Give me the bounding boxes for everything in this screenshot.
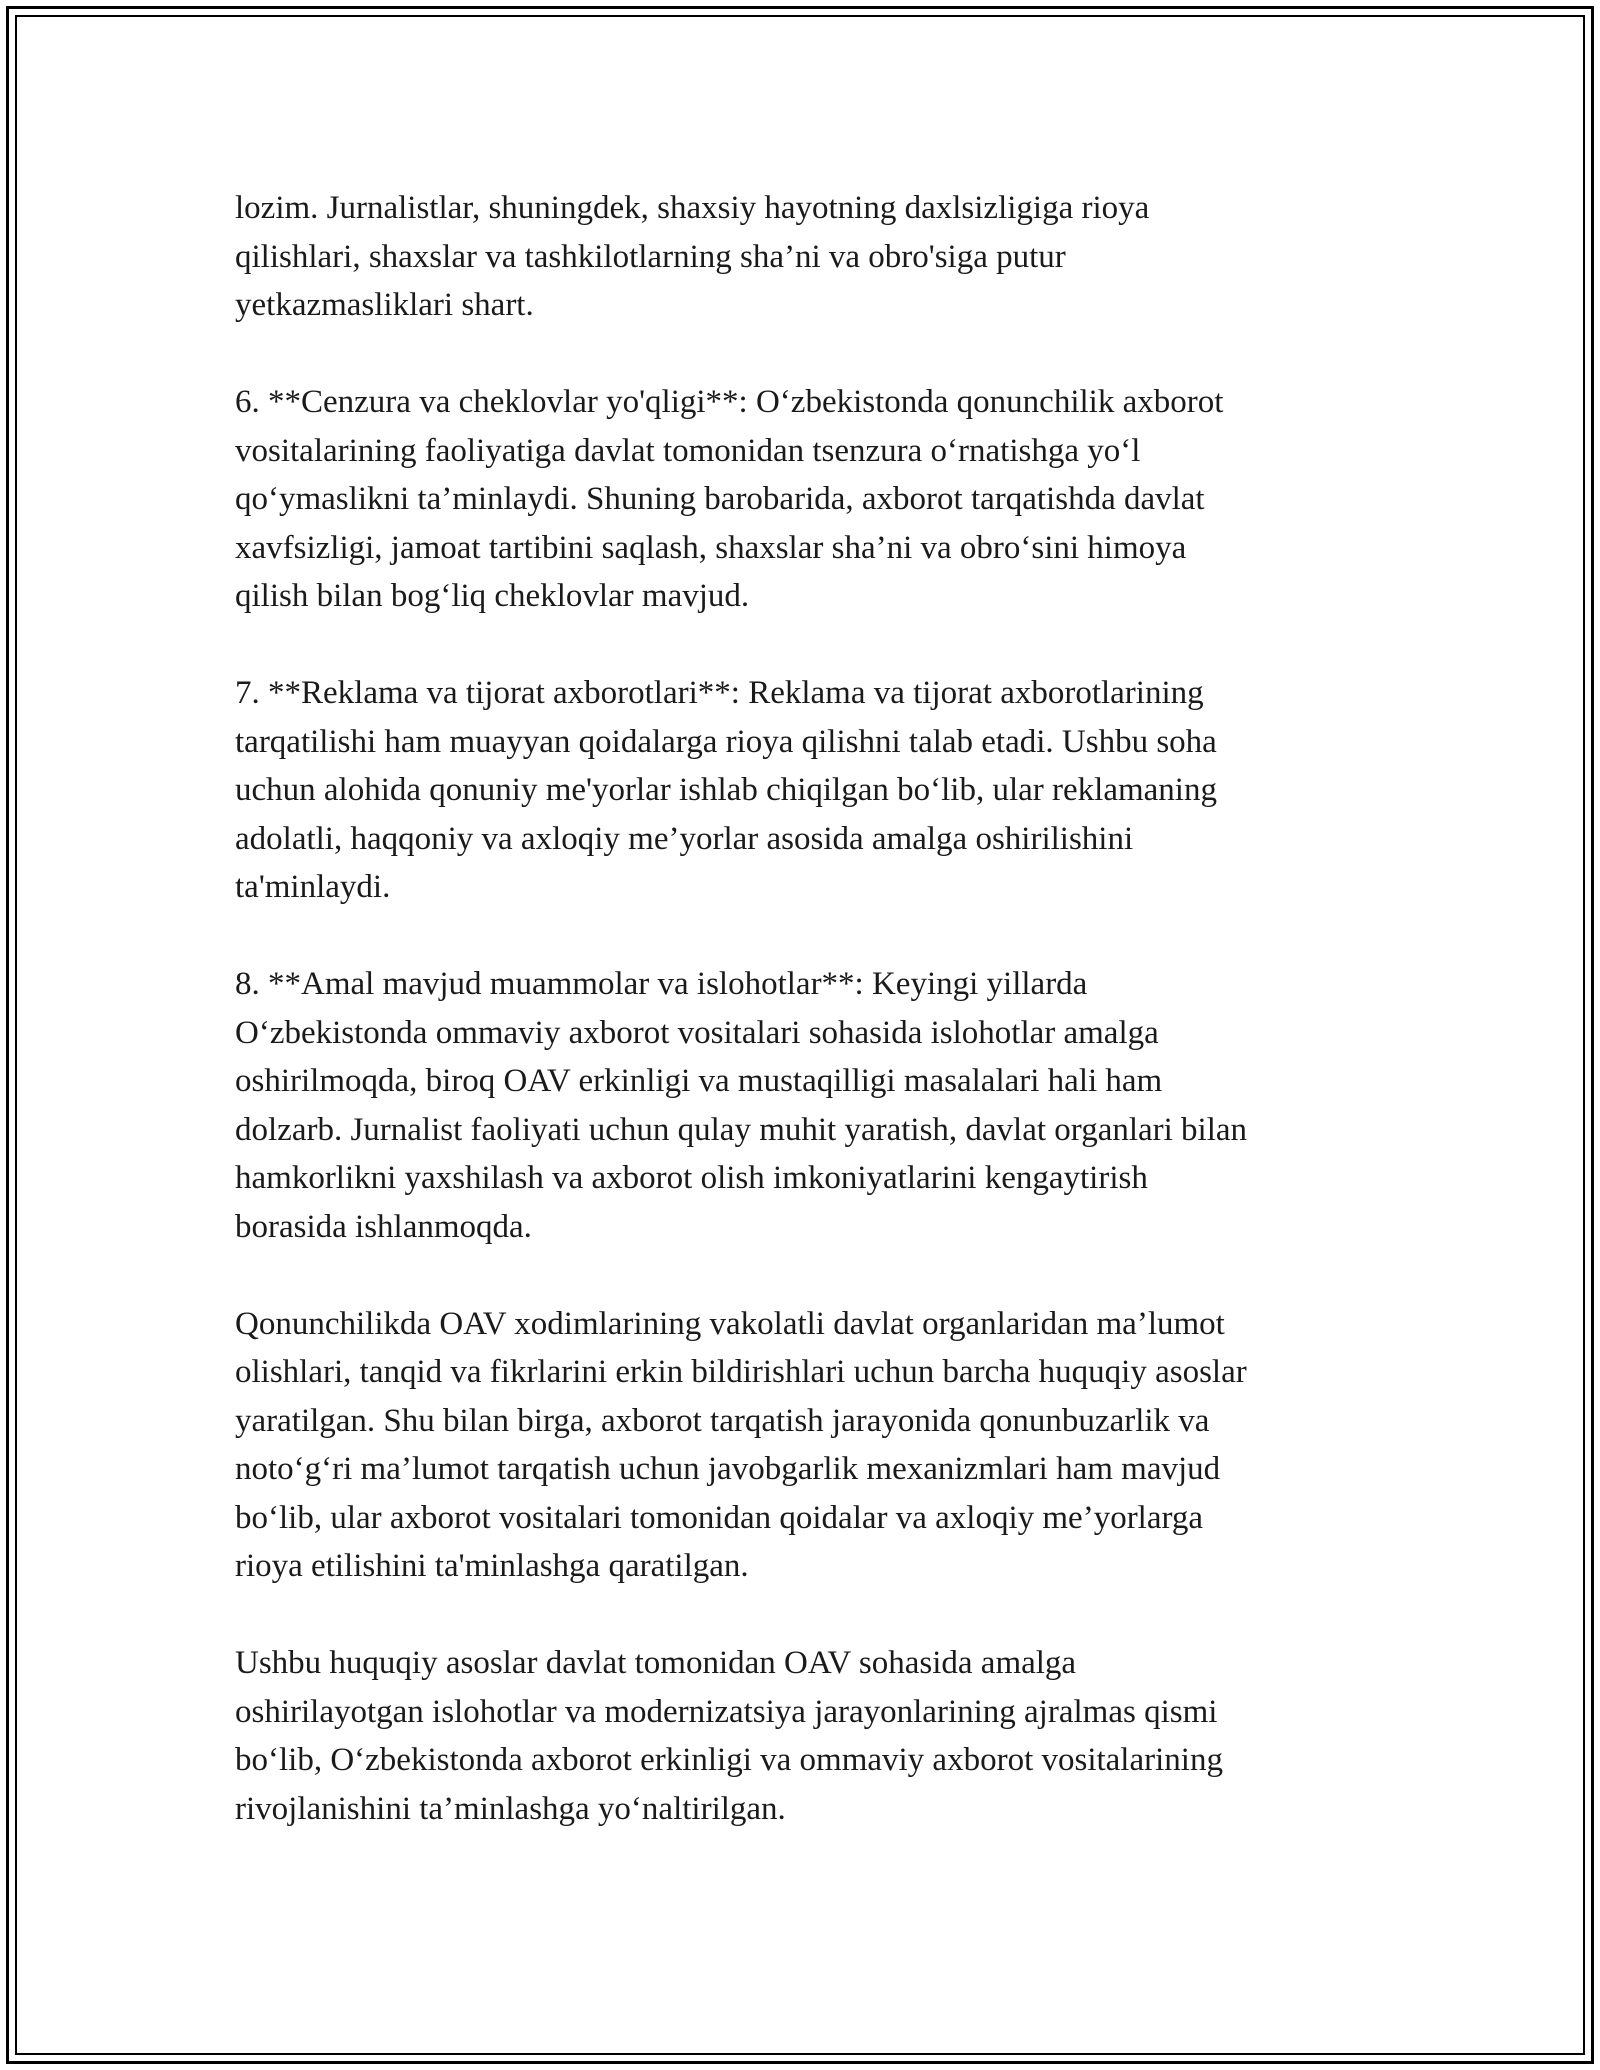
paragraph-item-8-problems-reforms: 8. **Amal mavjud muammolar va islohotlar**: Keyingi yillarda O‘zbekistonda ommaviy axborot vositalari sohasida islohotlar amalga oshirilmoqda, biroq OAV erkinligi va mustaqilligi masalalari hali ham dolzarb. Jurnalist faoliyati uchun qulay muhit yaratish, davlat organlari bilan hamkorlikni yaxshilash va axborot olish imkoniyatlarini kengaytirish borasida ishlanmoqda. — [235, 966, 1248, 1245]
paragraph-item-7-advertising: 7. **Reklama va tijorat axborotlari**: Reklama va tijorat axborotlarining tarqatilishi ham muayyan qoidalarga rioya qilishni talab etadi. Ushbu soha uchun alohida qonuniy me'yorlar ishlab chiqilgan bo‘lib, ular reklamaning adolatli, haqqoniy va axloqiy me’yorlar asosida amalga oshirilishini ta'minlaydi. — [235, 675, 1217, 905]
paragraph-continuation: lozim. Jurnalistlar, shuningdek, shaxsiy hayotning daxlsizligiga rioya qilishlari, shaxslar va tashkilotlarning sha’ni va obro'siga putur yetkazmasliklari shart. — [235, 190, 1150, 323]
paragraph-item-6-censorship: 6. **Cenzura va cheklovlar yo'qligi**: O‘zbekistonda qonunchilik axborot vositalarining faoliyatiga davlat tomonidan tsenzura o‘rnatishga yo‘l qo‘ymaslikni ta’minlaydi. Shuning barobarida, axborot tarqatishda davlat xavfsizligi, jamoat tartibini saqlash, shaxslar sha’ni va obro‘sini himoya qilish bilan bog‘liq cheklovlar mavjud. — [235, 384, 1224, 614]
paragraph-conclusion: Ushbu huquqiy asoslar davlat tomonidan OAV sohasida amalga oshirilayotgan islohotlar va modernizatsiya jarayonlarining ajralmas qismi bo‘lib, O‘zbekistonda axborot erkinligi va ommaviy axborot vositalarining rivojlanishini ta’minlashga yo‘naltirilgan. — [235, 1645, 1223, 1827]
document-body — [235, 184, 1385, 1833]
paragraph-legislation-rights: Qonunchilikda OAV xodimlarining vakolatli davlat organlaridan ma’lumot olishlari, tanqid va fikrlarini erkin bildirishlari uchun barcha huquqiy asoslar yaratilgan. Shu bilan birga, axborot tarqatish jarayonida qonunbuzarlik va noto‘g‘ri ma’lumot tarqatish uchun javobgarlik mexanizmlari ham mavjud bo‘lib, ular axborot vositalari tomonidan qoidalar va axloqiy me’yorlarga rioya etilishini ta'minlashga qaratilgan. — [235, 1305, 1247, 1584]
